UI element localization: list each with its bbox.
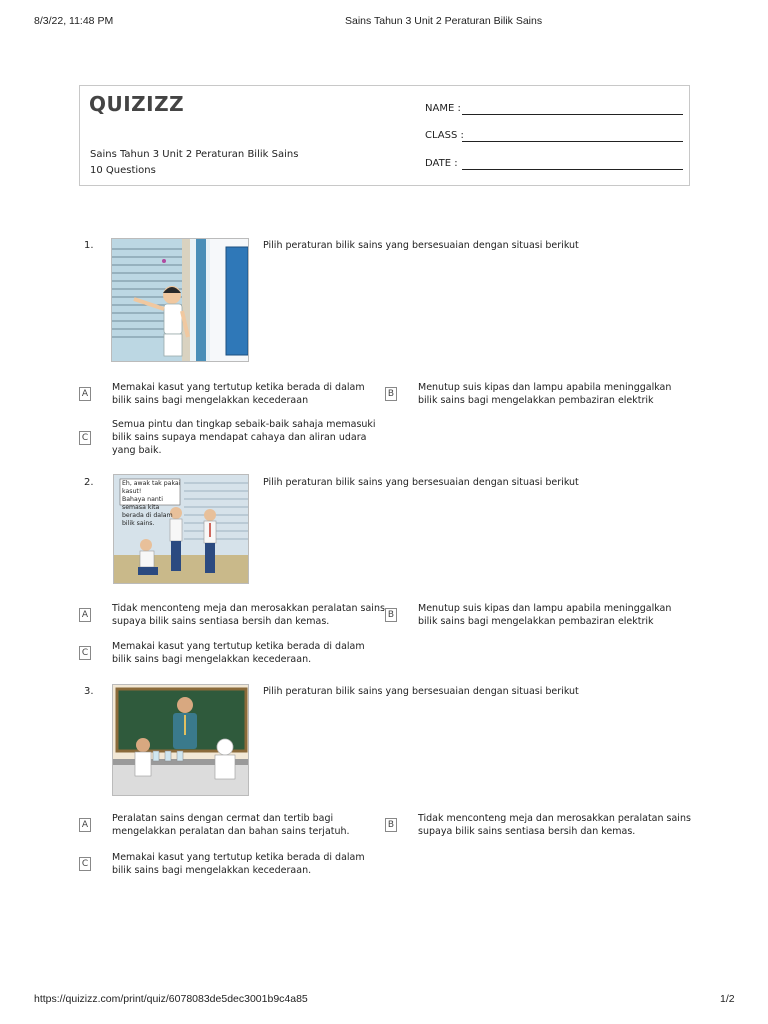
question-prompt: Pilih peraturan bilik sains yang bersesuaian dengan situasi berikut [263, 686, 579, 697]
image-speech-bubble [122, 480, 182, 528]
option-a-text [112, 602, 385, 628]
quizizz-logo: QUIZIZZ [89, 92, 185, 116]
print-datetime: 8/3/22, 11:48 PM [34, 15, 114, 27]
option-line: Tidak menconteng meja dan merosakkan peralatan sains [418, 813, 691, 824]
date-field[interactable] [462, 169, 683, 170]
option-line: Memakai kasut yang tertutup ketika berada di dalam [112, 641, 365, 652]
option-b-text [418, 381, 671, 407]
print-footer-url[interactable]: https://quizizz.com/print/quiz/6078083de5dec3001b9c4a85 [34, 993, 308, 1005]
option-line: Memakai kasut yang tertutup ketika berada di dalam [112, 852, 365, 863]
option-line: supaya bilik sains sentiasa bersih dan kemas. [112, 616, 330, 627]
question-prompt: Pilih peraturan bilik sains yang bersesuaian dengan situasi berikut [263, 240, 579, 251]
question-number: 2. [84, 477, 94, 488]
option-c-box[interactable]: C [79, 646, 91, 660]
option-b-box[interactable]: B [385, 608, 397, 622]
option-line: bilik sains bagi mengelakkan kecederaan [112, 395, 309, 406]
question-3-image [112, 684, 249, 796]
option-c-text [112, 418, 376, 457]
option-line: Menutup suis kipas dan lampu apabila meninggalkan [418, 603, 672, 614]
option-c-box[interactable]: C [79, 857, 91, 871]
print-page-number: 1/2 [720, 993, 735, 1005]
option-line: bilik sains bagi mengelakkan kecederaan. [112, 654, 312, 665]
question-number: 1. [84, 240, 94, 251]
option-line: mengelakkan peralatan dan bahan sains terjatuh. [112, 826, 350, 837]
question-count: 10 Questions [90, 165, 156, 176]
date-label: DATE : [425, 158, 458, 169]
option-line: Memakai kasut yang tertutup ketika berada di dalam [112, 382, 365, 393]
boy-at-window-illustration [112, 239, 249, 362]
option-line: supaya bilik sains sentiasa bersih dan kemas. [418, 826, 636, 837]
option-b-box[interactable]: B [385, 387, 397, 401]
speech-line: Eh, awak tak pakai kasut! [122, 480, 181, 495]
option-line: bilik sains bagi mengelakkan pembaziran elektrik [418, 616, 654, 627]
question-2-image [113, 474, 249, 584]
option-a-text [112, 381, 365, 407]
option-a-box[interactable]: A [79, 387, 91, 401]
option-line: Tidak menconteng meja dan merosakkan peralatan sains [112, 603, 385, 614]
option-c-text [112, 851, 365, 877]
option-line: Menutup suis kipas dan lampu apabila meninggalkan [418, 382, 672, 393]
option-b-box[interactable]: B [385, 818, 397, 832]
option-line: yang baik. [112, 445, 162, 456]
name-label: NAME : [425, 103, 461, 114]
option-c-box[interactable]: C [79, 431, 91, 445]
name-field[interactable] [462, 114, 683, 115]
option-a-box[interactable]: A [79, 818, 91, 832]
option-b-text [418, 602, 671, 628]
option-line: Peralatan sains dengan cermat dan tertib bagi [112, 813, 334, 824]
speech-line: Bahaya nanti semasa kita [122, 496, 163, 511]
question-prompt: Pilih peraturan bilik sains yang bersesuaian dengan situasi berikut [263, 477, 579, 488]
option-b-text [418, 812, 691, 838]
option-line: bilik sains bagi mengelakkan kecederaan. [112, 865, 312, 876]
option-line: bilik sains bagi mengelakkan pembaziran elektrik [418, 395, 654, 406]
class-label: CLASS : [425, 130, 464, 141]
teacher-lab-illustration [113, 685, 249, 796]
class-field[interactable] [462, 141, 683, 142]
speech-line: berada di dalam bilik sains. [122, 512, 173, 527]
question-number: 3. [84, 686, 94, 697]
option-c-text [112, 640, 365, 666]
option-line: Semua pintu dan tingkap sebaik-baik sahaja memasuki [112, 419, 376, 430]
option-line: bilik sains supaya mendapat cahaya dan aliran udara [112, 432, 367, 443]
option-a-text [112, 812, 350, 838]
option-a-box[interactable]: A [79, 608, 91, 622]
quiz-title: Sains Tahun 3 Unit 2 Peraturan Bilik Sains [90, 149, 299, 160]
print-doc-title: Sains Tahun 3 Unit 2 Peraturan Bilik Sains [345, 15, 543, 27]
question-1-image [111, 238, 249, 362]
